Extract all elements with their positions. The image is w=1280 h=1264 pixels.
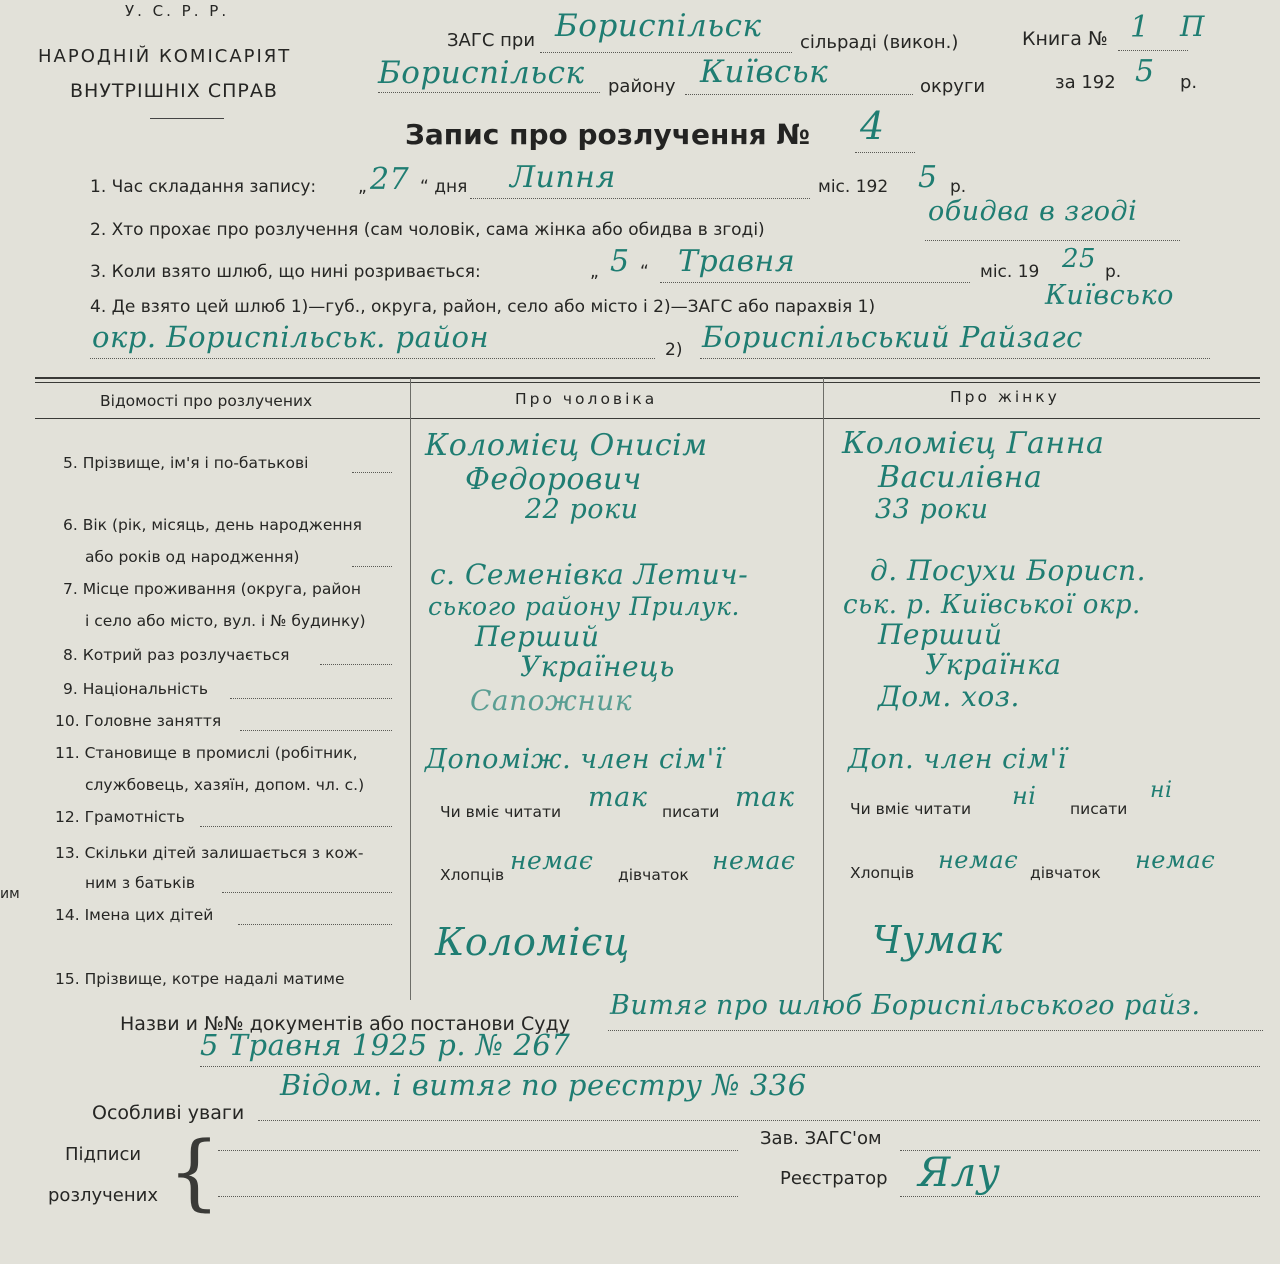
table-top-rule [35, 377, 1260, 379]
field-1-day: 27 [370, 162, 410, 197]
wife-new-surname: Чумак [872, 918, 1003, 962]
field-2-label: 2. Хто прохає про розлучення (сам чоловік, сама жінка або обидва в згоді) [90, 220, 765, 240]
registrar-label: Реєстратор [780, 1168, 888, 1189]
registrar-signature: Ялу [918, 1150, 1001, 1196]
wife-write-value: ні [1150, 778, 1173, 803]
row-10-label: 10. Головне заняття [55, 712, 222, 730]
husband-age: 22 роки [525, 494, 639, 525]
row-8-label: 8. Котрий раз розлучається [63, 646, 290, 664]
field-2-value: обидва в згоді [928, 196, 1138, 227]
row-12-leader [200, 826, 392, 827]
row-5-leader [352, 472, 392, 473]
row-12-label: 12. Грамотність [55, 808, 185, 826]
field-3-r: р. [1105, 262, 1122, 282]
signatures-label-1: Підписи [65, 1144, 142, 1165]
field-3-label: 3. Коли взято шлюб, що нині розривається: [90, 262, 481, 282]
wife-girls-label: дівчаток [1030, 864, 1101, 882]
row-14-leader [238, 924, 392, 925]
notes-label: Особливі уваги [92, 1102, 245, 1124]
husband-write-label: писати [662, 803, 720, 821]
wife-residence-1: д. Посухи Борисп. [870, 554, 1146, 587]
column-divider-1 [410, 378, 411, 1000]
row-8-leader [320, 664, 392, 665]
rayon-value: Бориспільск [378, 55, 585, 91]
document-title: Запис про розлучення № [405, 118, 811, 151]
signature-line-1 [218, 1150, 738, 1151]
husband-girls-value: немає [712, 846, 796, 875]
column-divider-2 [823, 378, 824, 1000]
header-year-r: р. [1180, 72, 1198, 93]
zags-pri-line [540, 52, 792, 53]
row-15-label: 15. Прізвище, котре надалі матиме [55, 970, 345, 988]
record-number-line [855, 152, 915, 153]
commissariat-line-1: НАРОДНІЙ КОМІСАРІЯТ [38, 46, 292, 67]
field-4-line-2 [700, 358, 1210, 359]
wife-boys-value: немає [938, 846, 1019, 874]
field-4-value-1: Київсько [1045, 280, 1174, 311]
okruha-line [685, 94, 913, 95]
field-1-dnya: “ дня [420, 177, 468, 197]
husband-boys-label: Хлопців [440, 866, 505, 884]
okruhy-label: округи [920, 76, 986, 97]
field-3-mis: міс. 19 [980, 262, 1040, 282]
field-2-line [925, 240, 1180, 241]
wife-occupation: Дом. хоз. [878, 680, 1020, 713]
wife-residence-2: ськ. р. Київської окр. [843, 590, 1141, 620]
row-6-label-b: або років од народження) [85, 548, 300, 566]
field-3-quote-2: “ [640, 262, 649, 282]
field-4-label: 4. Де взято цей шлюб 1)—губ., округа, район, село або місто і 2)—ЗАГС або парахвія 1) [90, 297, 876, 317]
husband-girls-label: дівчаток [618, 866, 689, 884]
field-3-month: Травня [678, 244, 796, 279]
docs-value-2: 5 Травня 1925 р. № 267 [200, 1028, 571, 1062]
rayon-line [378, 92, 600, 93]
commissariat-line-2: ВНУТРІШНІХ СПРАВ [70, 80, 278, 102]
knyha-value: 1 [1130, 10, 1150, 45]
wife-read-label: Чи вміє читати [850, 800, 972, 818]
husband-residence-2: ського району Прилук. [428, 592, 740, 621]
field-4-line-1 [90, 358, 655, 359]
field-1-year: 5 [918, 160, 938, 195]
row-6-label-a: 6. Вік (рік, місяць, день народження [63, 516, 362, 534]
row-6-leader [352, 566, 392, 567]
field-4-value-2: Бориспільський Райзагс [702, 320, 1083, 354]
notes-line [258, 1120, 1260, 1121]
record-number: 4 [860, 104, 885, 148]
ussr-header: У. С. Р. Р. [125, 2, 230, 20]
row-7-label-a: 7. Місце проживання (округа, район [63, 580, 362, 598]
corner-mark: П [1180, 10, 1205, 43]
registrar-line [900, 1196, 1260, 1197]
field-4-value-1b: окр. Бориспільськ. район [92, 320, 490, 354]
husband-boys-value: немає [510, 846, 594, 875]
husband-name-2: Федорович [465, 462, 642, 497]
field-1-label: 1. Час складання запису: [90, 177, 317, 197]
zags-head-label: Зав. ЗАГС'ом [760, 1128, 882, 1149]
docs-line-2 [200, 1066, 1260, 1067]
signature-line-2 [218, 1196, 738, 1197]
field-3-day: 5 [610, 244, 630, 279]
header-husband: Про чоловіка [515, 390, 658, 408]
docs-value-1: Витяг про шлюб Бориспільського райз. [610, 990, 1201, 1021]
husband-write-value: так [735, 782, 795, 813]
husband-residence-1: с. Семенівка Летич- [430, 558, 749, 591]
header-rule [150, 118, 224, 119]
husband-occupation: Сапожник [470, 684, 633, 717]
wife-read-value: ні [1012, 782, 1037, 810]
table-header-rule [35, 418, 1260, 419]
field-3-quote: „ [590, 262, 599, 282]
husband-read-value: так [588, 782, 648, 813]
row-13-leader [222, 892, 392, 893]
husband-status: Допоміж. член сім'ї [425, 744, 724, 775]
field-1-quote: „ [358, 177, 367, 197]
header-info: Відомості про розлучених [100, 392, 313, 410]
wife-write-label: писати [1070, 800, 1128, 818]
header-year-value: 5 [1135, 54, 1155, 89]
knyha-line [1118, 50, 1188, 51]
field-1-r: р. [950, 177, 967, 197]
zags-pri-label: ЗАГС при [447, 30, 536, 51]
wife-status: Доп. член сім'ї [848, 744, 1067, 775]
wife-times: Перший [878, 618, 1003, 651]
rayonu-label: району [608, 76, 676, 97]
wife-name-2: Василівна [878, 460, 1043, 495]
row-7-label-b: і село або місто, вул. і № будинку) [85, 612, 366, 630]
row-11-label-b: службовець, хазяїн, допом. чл. с.) [85, 776, 365, 794]
husband-name-1: Коломієц Онисім [425, 428, 708, 463]
husband-nationality: Українець [520, 650, 675, 683]
wife-nationality: Українка [925, 648, 1062, 681]
field-3-year: 25 [1062, 244, 1097, 274]
signature-brace: { [168, 1125, 221, 1220]
field-4-marker-2: 2) [665, 340, 683, 360]
row-9-label: 9. Національність [63, 680, 209, 698]
field-1-month: Липня [510, 160, 616, 195]
wife-girls-value: немає [1135, 846, 1216, 874]
wife-age: 33 роки [875, 494, 989, 525]
row-13-label-b: ним з батьків [85, 874, 196, 892]
row-9-leader [230, 698, 392, 699]
field-1-line [470, 198, 810, 199]
wife-name-1: Коломієц Ганна [842, 426, 1105, 461]
wife-boys-label: Хлопців [850, 864, 915, 882]
table-top-rule-2 [35, 382, 1260, 383]
za-year-label: за 192 [1055, 72, 1116, 93]
row-11-label-a: 11. Становище в промислі (робітник, [55, 744, 358, 762]
header-wife: Про жінку [950, 388, 1060, 406]
zags-pri-value: Бориспільск [555, 8, 762, 44]
husband-read-label: Чи вміє читати [440, 803, 562, 821]
docs-line-1 [608, 1030, 1263, 1031]
signatures-label-2: розлучених [48, 1185, 158, 1206]
okruha-value: Київськ [700, 54, 829, 90]
row-5-label: 5. Прізвище, ім'я і по-батькові [63, 454, 309, 472]
husband-times: Перший [475, 620, 600, 653]
field-3-line [660, 282, 970, 283]
notes-value: Відом. і витяг по реєстру № 336 [280, 1068, 807, 1102]
row-13-label-a: 13. Скільки дітей залишається з кож- [55, 844, 364, 862]
field-1-mis: міс. 192 [818, 177, 889, 197]
row-10-leader [240, 730, 392, 731]
row-14-label: 14. Імена цих дітей [55, 906, 214, 924]
silradi-label: сільраді (викон.) [800, 32, 959, 53]
docs-label: Назви и №№ документів або постанови Суду [120, 1013, 570, 1035]
husband-new-surname: Коломієц [435, 920, 630, 964]
knyha-label: Книга № [1022, 28, 1108, 50]
edge-mark: им [0, 886, 20, 902]
